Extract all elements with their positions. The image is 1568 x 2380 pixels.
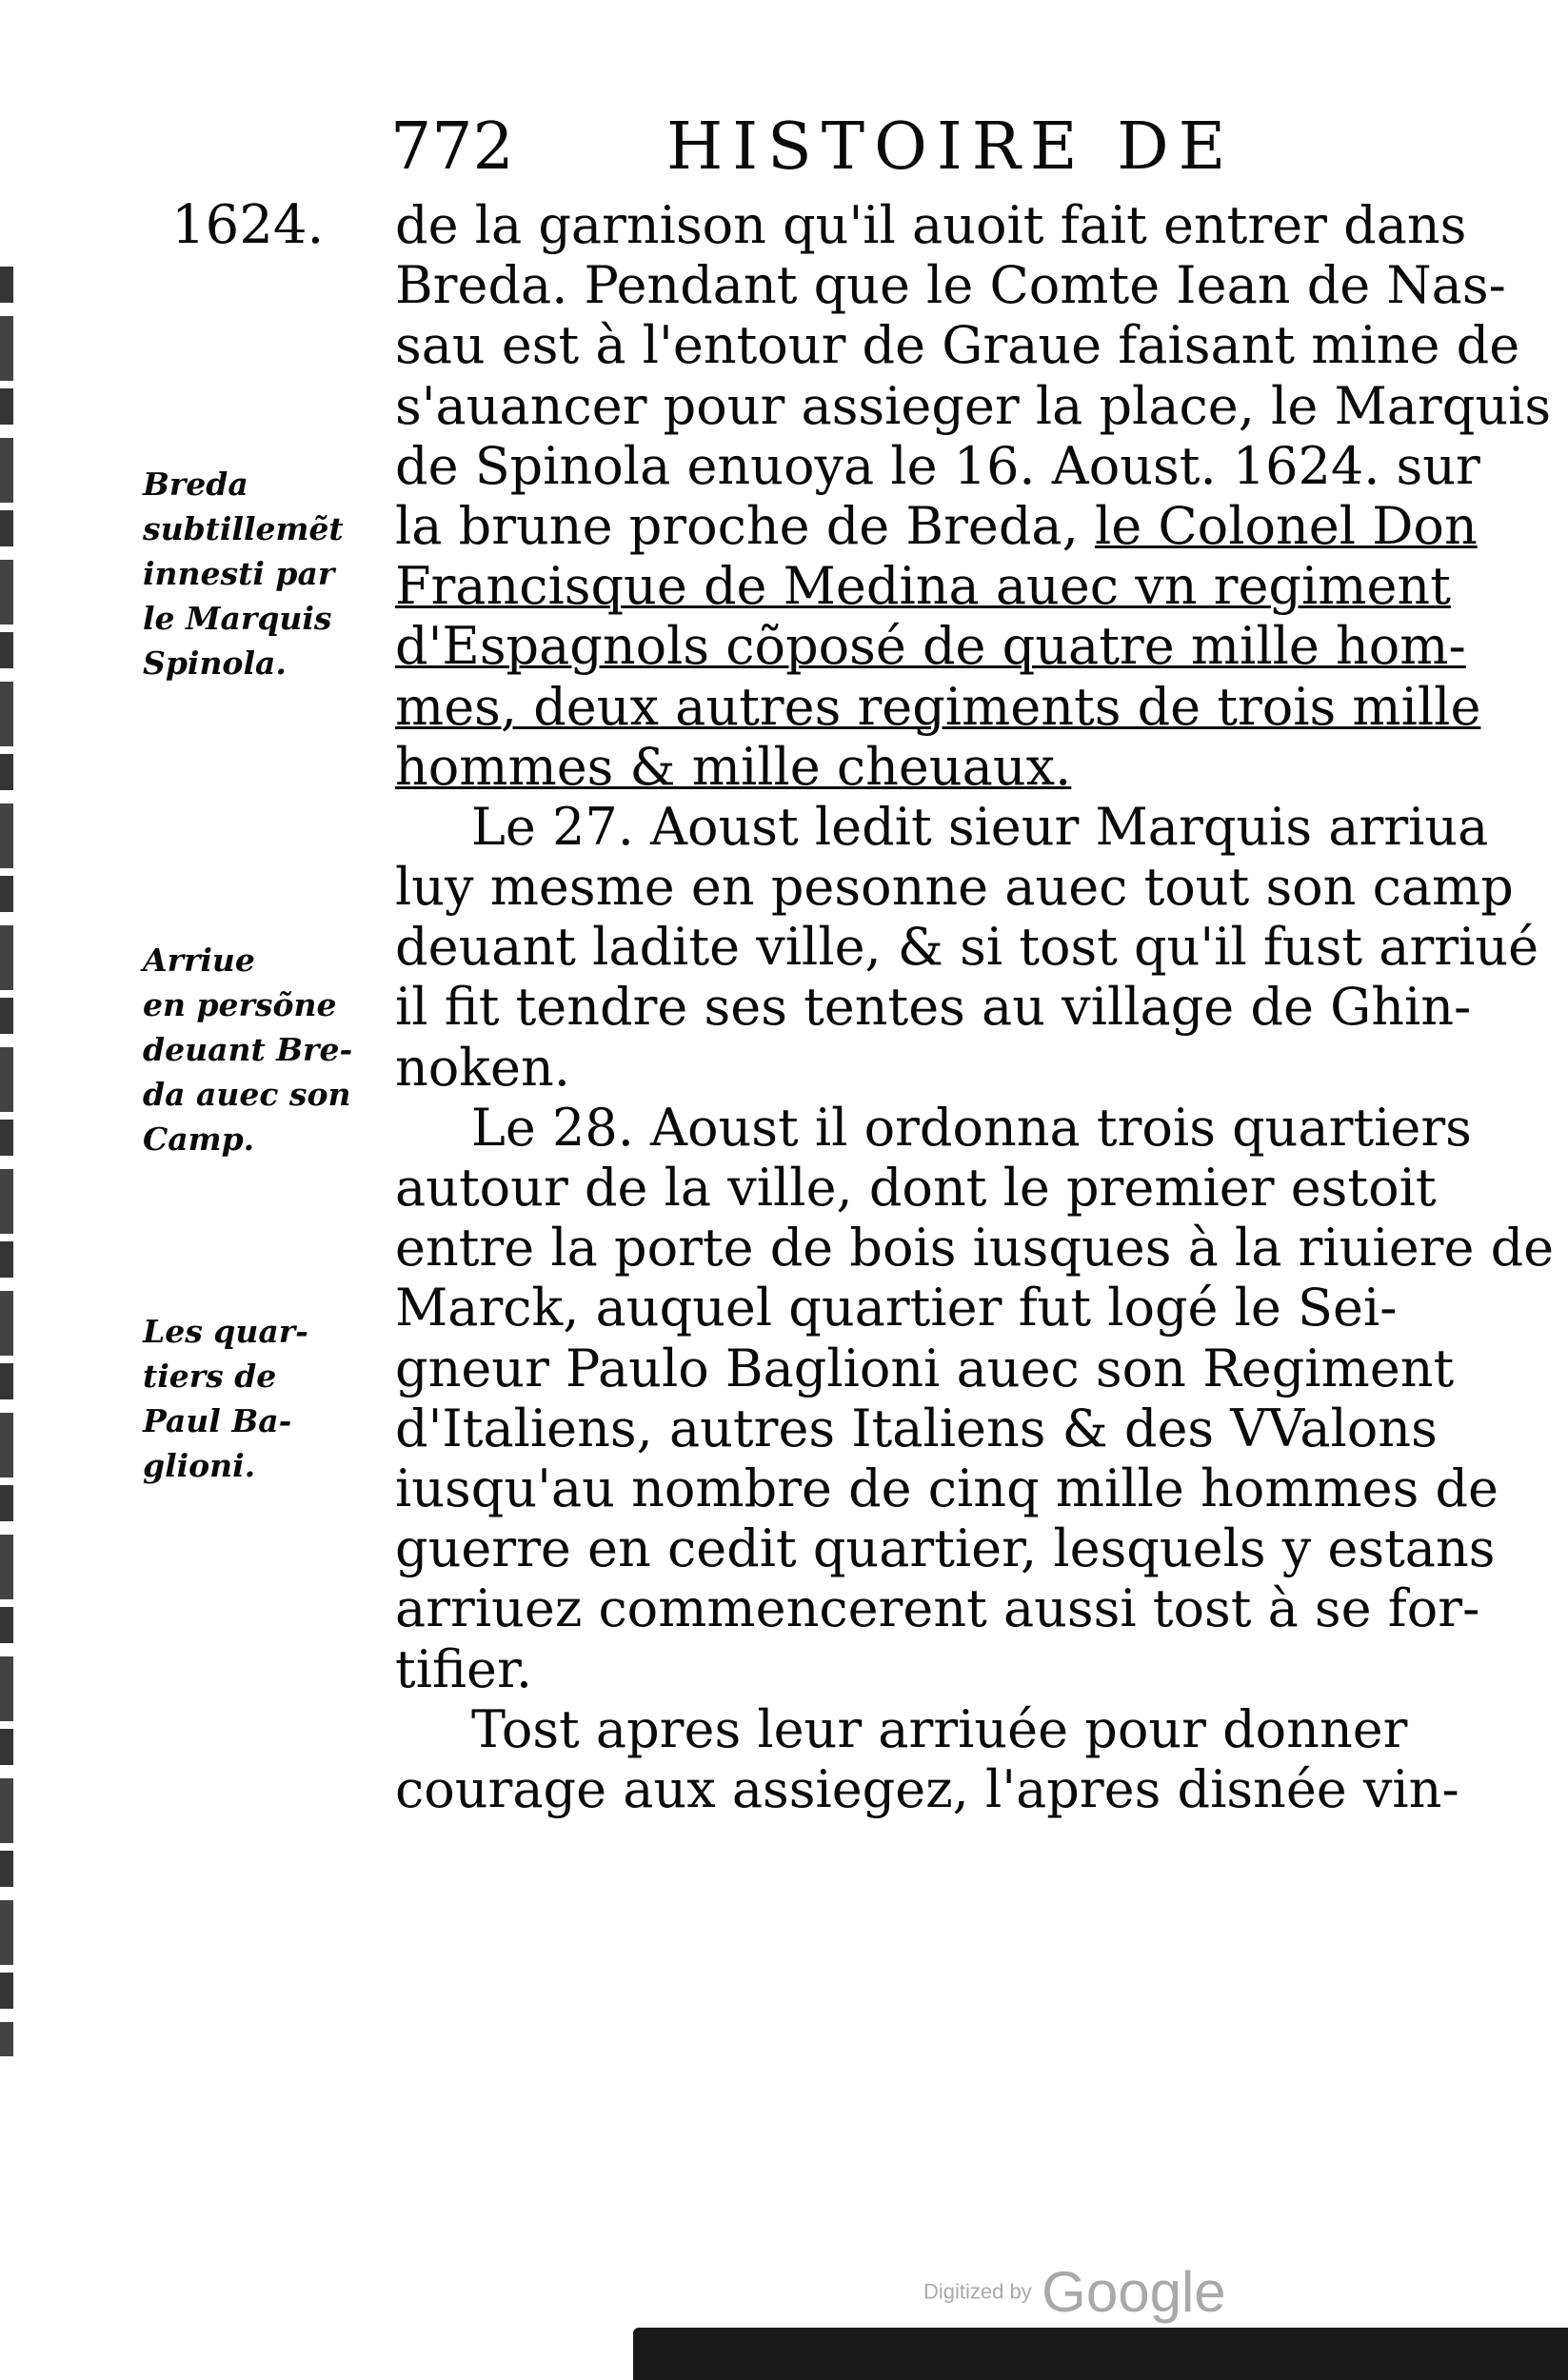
text-line: arriuez commencerent aussi tost à se for- (395, 1578, 1480, 1639)
margin-note-line: Breda (143, 466, 248, 503)
text-line (395, 616, 1476, 676)
underlined-text: mes, deux autres regiments de trois mille (395, 676, 1481, 737)
text-line: autour de la ville, dont le premier estoit (395, 1158, 1437, 1218)
underlined-text: Francisque de Medina auec vn regiment (395, 556, 1451, 617)
digitized-by-google-watermark (923, 2259, 1226, 2326)
text-line: entre la porte de bois iusques à la riuiere de (395, 1218, 1555, 1279)
margin-note-line: tiers de (143, 1358, 277, 1395)
margin-note-line: Camp. (143, 1121, 255, 1158)
text-line: noken. (395, 1037, 570, 1098)
margin-note-line: le Marquis (143, 600, 332, 637)
watermark-prefix: Digitized by (923, 2279, 1032, 2304)
text-line: courage aux assiegez, l'apres disnée vin- (395, 1758, 1459, 1819)
text-line: Marck, auquel quartier fut logé le Sei- (395, 1278, 1398, 1339)
text-line (395, 556, 1476, 616)
text-line: il fit tendre ses tentes au village de Ghin- (395, 977, 1472, 1038)
margin-note-line: Paul Ba- (143, 1402, 292, 1439)
running-header (390, 109, 1457, 195)
text-line: iusqu'au nombre de cinq mille hommes de (395, 1458, 1499, 1518)
scan-bottom-edge (633, 2328, 1568, 2380)
scan-left-edge (0, 267, 13, 2056)
margin-note-line: Arriue (143, 942, 255, 979)
text-line: gneur Paulo Baglioni auec son Regiment (395, 1338, 1455, 1398)
margin-note-line: glioni. (143, 1447, 256, 1484)
text-line: de la garnison qu'il auoit fait entrer dans (395, 195, 1467, 255)
margin-note-arrival (143, 938, 381, 1161)
text-line: tifier. (395, 1638, 532, 1699)
underlined-text: d'Espagnols cõposé de quatre mille hom- (395, 616, 1466, 677)
text-line: luy mesme en pesonne auec tout son camp (395, 857, 1514, 918)
text-line: Breda. Pendant que le Comte Iean de Nas- (395, 255, 1506, 316)
book-page (143, 90, 1555, 2213)
text-line (395, 737, 1476, 797)
google-logo: Google (1042, 2260, 1226, 2324)
text-line: Le 27. Aoust ledit sieur Marquis arriua (471, 796, 1489, 857)
page-number: 772 (390, 109, 514, 185)
text-line (395, 496, 1476, 556)
margin-note-line: Spinola. (143, 645, 287, 682)
margin-note-line: da auec son (143, 1076, 351, 1113)
text-line: d'Italiens, autres Italiens & des VValons (395, 1398, 1438, 1458)
plain-text: la brune proche de Breda, (395, 495, 1095, 556)
margin-note-breda (143, 462, 381, 685)
margin-year: 1624. (171, 194, 325, 256)
text-line: Le 28. Aoust il ordonna trois quartiers (471, 1097, 1472, 1158)
margin-note-line: innesti par (143, 555, 335, 592)
margin-note-line: Les quar- (143, 1313, 308, 1350)
text-line (395, 676, 1481, 737)
running-title: HISTOIRE DE (666, 109, 1236, 185)
text-line: sau est à l'entour de Graue faisant mine de (395, 315, 1520, 376)
margin-note-line: en persõne (143, 986, 337, 1023)
margin-note-quarters (143, 1309, 381, 1488)
margin-note-line: subtillemẽt (143, 510, 344, 547)
text-line: deuant ladite ville, & si tost qu'il fust arriué (395, 917, 1539, 978)
main-text (395, 195, 1555, 1819)
underlined-text: hommes & mille cheuaux. (395, 736, 1072, 797)
text-line: de Spinola enuoya le 16. Aoust. 1624. sur (395, 435, 1480, 496)
underlined-text: le Colonel Don (1094, 495, 1478, 556)
margin-note-line: deuant Bre- (143, 1031, 353, 1068)
text-line: s'auancer pour assieger la place, le Marquis (395, 375, 1552, 436)
text-line: Tost apres leur arriuée pour donner (471, 1698, 1408, 1759)
text-line: guerre en cedit quartier, lesquels y estans (395, 1518, 1496, 1579)
